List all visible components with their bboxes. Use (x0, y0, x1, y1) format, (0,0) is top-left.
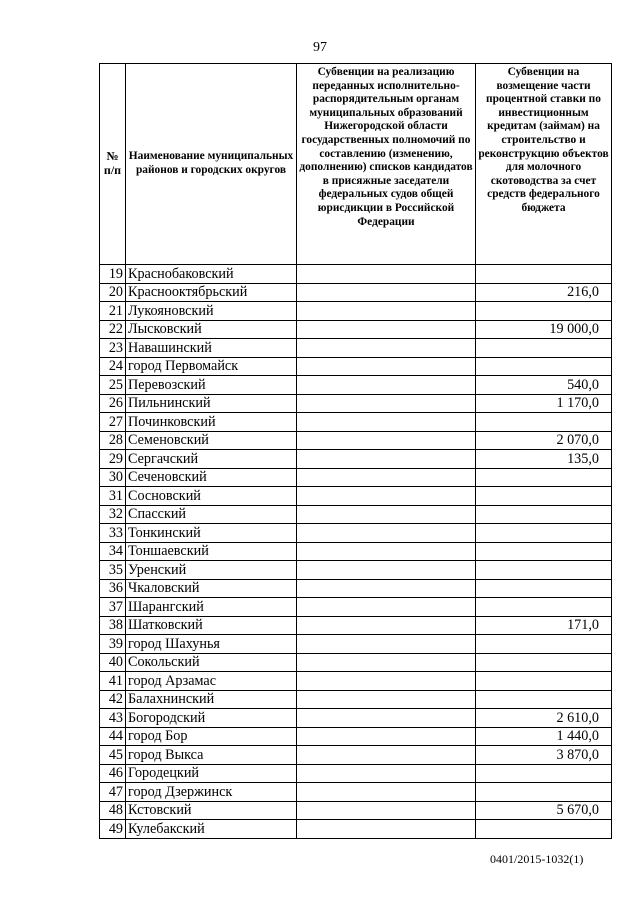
municipality-name: Балахнинский (126, 690, 297, 709)
dairy-credit-subsidy-cell: 2 070,0 (476, 431, 612, 450)
table-row (100, 746, 612, 765)
table-row (100, 801, 612, 820)
municipality-name: Шарангский (126, 598, 297, 617)
municipality-name: Кстовский (126, 801, 297, 820)
row-number: 41 (100, 672, 126, 691)
table-row (100, 542, 612, 561)
header-municipality-name: Наименование муниципальных районов и городских округов (126, 64, 297, 265)
dairy-credit-subsidy-cell (476, 672, 612, 691)
dairy-credit-subsidy-cell (476, 561, 612, 580)
dairy-credit-subsidy-cell (476, 524, 612, 543)
dairy-credit-subsidy-cell (476, 820, 612, 839)
jury-list-subsidy-cell (297, 487, 476, 506)
row-number: 29 (100, 450, 126, 469)
municipality-name: Сергачский (126, 450, 297, 469)
dairy-credit-subsidy-cell: 216,0 (476, 283, 612, 302)
table-row (100, 672, 612, 691)
table-row (100, 413, 612, 432)
row-number: 42 (100, 690, 126, 709)
row-number: 47 (100, 783, 126, 802)
row-number: 39 (100, 635, 126, 654)
jury-list-subsidy-cell (297, 801, 476, 820)
dairy-credit-subsidy-cell (476, 487, 612, 506)
table-row (100, 265, 612, 284)
municipality-name: Богородский (126, 709, 297, 728)
dairy-credit-subsidy-cell: 3 870,0 (476, 746, 612, 765)
table-header-row (100, 64, 612, 265)
row-number: 30 (100, 468, 126, 487)
row-number: 33 (100, 524, 126, 543)
row-number: 19 (100, 265, 126, 284)
dairy-credit-subsidy-cell: 5 670,0 (476, 801, 612, 820)
jury-list-subsidy-cell (297, 505, 476, 524)
document-code: 0401/2015-1032(1) (490, 852, 584, 866)
jury-list-subsidy-cell (297, 413, 476, 432)
jury-list-subsidy-cell (297, 709, 476, 728)
municipality-name: Починковский (126, 413, 297, 432)
table-row (100, 653, 612, 672)
table-row (100, 450, 612, 469)
jury-list-subsidy-cell (297, 357, 476, 376)
jury-list-subsidy-cell (297, 450, 476, 469)
table-row (100, 357, 612, 376)
jury-list-subsidy-cell (297, 265, 476, 284)
jury-list-subsidy-cell (297, 727, 476, 746)
dairy-credit-subsidy-cell: 2 610,0 (476, 709, 612, 728)
table-row (100, 820, 612, 839)
table-row (100, 283, 612, 302)
table-row (100, 524, 612, 543)
table-row (100, 727, 612, 746)
jury-list-subsidy-cell (297, 635, 476, 654)
row-number: 27 (100, 413, 126, 432)
jury-list-subsidy-cell (297, 320, 476, 339)
jury-list-subsidy-cell (297, 653, 476, 672)
row-number: 21 (100, 302, 126, 321)
table-row (100, 376, 612, 395)
table-row (100, 783, 612, 802)
header-jury-list-subsidy: Субвенции на реализацию переданных исполнительно-распорядительным органам муниципальных образований Нижегородской области государственных полномочий по составлению (изменению, дополнению) списков кандидатов в присяжные заседатели федеральных судов общей юрисдикции в Российской Федерации (297, 64, 476, 265)
jury-list-subsidy-cell (297, 783, 476, 802)
municipality-name: Сосновский (126, 487, 297, 506)
jury-list-subsidy-cell (297, 690, 476, 709)
row-number: 22 (100, 320, 126, 339)
row-number: 49 (100, 820, 126, 839)
municipality-name: Краснооктябрьский (126, 283, 297, 302)
table-row (100, 616, 612, 635)
dairy-credit-subsidy-cell: 1 170,0 (476, 394, 612, 413)
municipality-name: Сеченовский (126, 468, 297, 487)
row-number: 20 (100, 283, 126, 302)
row-number: 24 (100, 357, 126, 376)
dairy-credit-subsidy-cell (476, 357, 612, 376)
table-row (100, 320, 612, 339)
table-row (100, 487, 612, 506)
dairy-credit-subsidy-cell (476, 302, 612, 321)
table-row (100, 635, 612, 654)
jury-list-subsidy-cell (297, 764, 476, 783)
municipality-name: Перевозский (126, 376, 297, 395)
dairy-credit-subsidy-cell (476, 783, 612, 802)
table-row (100, 690, 612, 709)
jury-list-subsidy-cell (297, 339, 476, 358)
jury-list-subsidy-cell (297, 598, 476, 617)
jury-list-subsidy-cell (297, 672, 476, 691)
municipality-name: город Первомайск (126, 357, 297, 376)
municipality-name: Шатковский (126, 616, 297, 635)
municipality-name: Кулебакский (126, 820, 297, 839)
jury-list-subsidy-cell (297, 524, 476, 543)
jury-list-subsidy-cell (297, 283, 476, 302)
jury-list-subsidy-cell (297, 579, 476, 598)
row-number: 40 (100, 653, 126, 672)
dairy-credit-subsidy-cell: 1 440,0 (476, 727, 612, 746)
municipality-name: Тонкинский (126, 524, 297, 543)
row-number: 37 (100, 598, 126, 617)
dairy-credit-subsidy-cell (476, 505, 612, 524)
dairy-credit-subsidy-cell (476, 579, 612, 598)
jury-list-subsidy-cell (297, 394, 476, 413)
table-row (100, 431, 612, 450)
row-number: 43 (100, 709, 126, 728)
jury-list-subsidy-cell (297, 302, 476, 321)
dairy-credit-subsidy-cell (476, 339, 612, 358)
table-row (100, 302, 612, 321)
dairy-credit-subsidy-cell: 135,0 (476, 450, 612, 469)
row-number: 34 (100, 542, 126, 561)
dairy-credit-subsidy-cell (476, 764, 612, 783)
row-number: 31 (100, 487, 126, 506)
header-dairy-credit-subsidy: Субвенции на возмещение части процентной ставки по инвестиционным кредитам (займам) на строительство и реконструкцию объектов для молочного скотоводства за счет средств федерального бюджета (476, 64, 612, 265)
row-number: 35 (100, 561, 126, 580)
row-number: 38 (100, 616, 126, 635)
municipality-name: Лукояновский (126, 302, 297, 321)
dairy-credit-subsidy-cell (476, 542, 612, 561)
table-row (100, 709, 612, 728)
table-row (100, 468, 612, 487)
jury-list-subsidy-cell (297, 431, 476, 450)
row-number: 44 (100, 727, 126, 746)
subsidy-table (99, 63, 612, 839)
municipality-name: город Выкса (126, 746, 297, 765)
page-number: 97 (313, 40, 327, 55)
municipality-name: Городецкий (126, 764, 297, 783)
table-row (100, 394, 612, 413)
jury-list-subsidy-cell (297, 616, 476, 635)
jury-list-subsidy-cell (297, 746, 476, 765)
dairy-credit-subsidy-cell (476, 468, 612, 487)
municipality-name: Сокольский (126, 653, 297, 672)
row-number: 25 (100, 376, 126, 395)
municipality-name: город Арзамас (126, 672, 297, 691)
municipality-name: Тоншаевский (126, 542, 297, 561)
municipality-name: Краснобаковский (126, 265, 297, 284)
row-number: 46 (100, 764, 126, 783)
dairy-credit-subsidy-cell: 171,0 (476, 616, 612, 635)
header-row-number: № п/п (100, 64, 126, 265)
dairy-credit-subsidy-cell (476, 690, 612, 709)
municipality-name: город Бор (126, 727, 297, 746)
row-number: 23 (100, 339, 126, 358)
row-number: 28 (100, 431, 126, 450)
municipality-name: Лысковский (126, 320, 297, 339)
dairy-credit-subsidy-cell (476, 653, 612, 672)
row-number: 32 (100, 505, 126, 524)
municipality-name: Пильнинский (126, 394, 297, 413)
row-number: 36 (100, 579, 126, 598)
jury-list-subsidy-cell (297, 376, 476, 395)
municipality-name: Спасский (126, 505, 297, 524)
jury-list-subsidy-cell (297, 542, 476, 561)
table-row (100, 505, 612, 524)
table-row (100, 339, 612, 358)
municipality-name: Чкаловский (126, 579, 297, 598)
dairy-credit-subsidy-cell (476, 635, 612, 654)
jury-list-subsidy-cell (297, 468, 476, 487)
row-number: 45 (100, 746, 126, 765)
dairy-credit-subsidy-cell: 540,0 (476, 376, 612, 395)
jury-list-subsidy-cell (297, 820, 476, 839)
row-number: 26 (100, 394, 126, 413)
municipality-name: Уренский (126, 561, 297, 580)
row-number: 48 (100, 801, 126, 820)
municipality-name: город Дзержинск (126, 783, 297, 802)
table-row (100, 764, 612, 783)
municipality-name: город Шахунья (126, 635, 297, 654)
dairy-credit-subsidy-cell (476, 413, 612, 432)
table-row (100, 561, 612, 580)
jury-list-subsidy-cell (297, 561, 476, 580)
dairy-credit-subsidy-cell (476, 265, 612, 284)
dairy-credit-subsidy-cell (476, 598, 612, 617)
dairy-credit-subsidy-cell: 19 000,0 (476, 320, 612, 339)
municipality-name: Навашинский (126, 339, 297, 358)
table-row (100, 598, 612, 617)
table-row (100, 579, 612, 598)
municipality-name: Семеновский (126, 431, 297, 450)
